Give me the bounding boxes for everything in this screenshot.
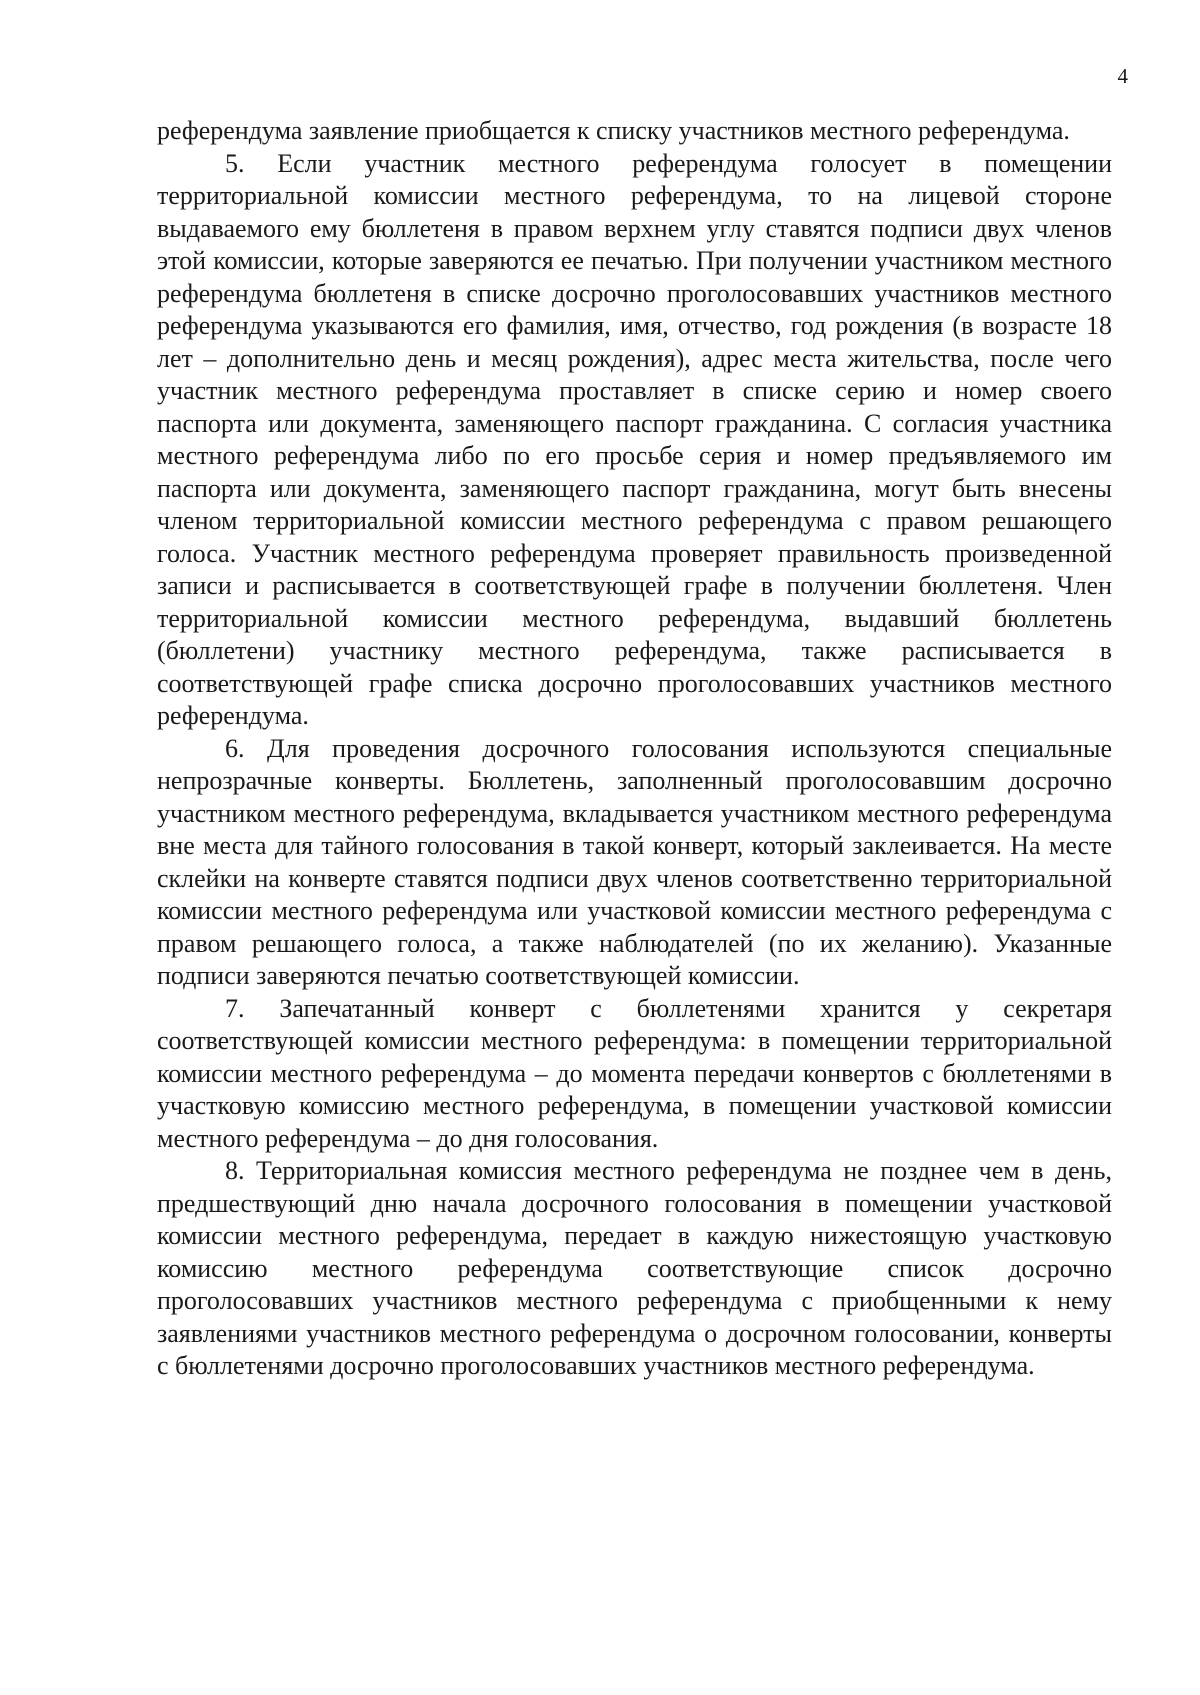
- paragraph-item-5: 5. Если участник местного референдума голосует в помещении территориальной комиссии местного референдума, то на лицевой стороне выдаваемого ему бюллетеня в правом верхнем углу ставятся подписи двух членов этой комиссии, которые заверяются ее печатью. При получении участником местного референдума бюллетеня в списке досрочно проголосовавших участников местного референдума указываются его фамилия, имя, отчество, год рождения (в возрасте 18 лет – дополнительно день и месяц рождения), адрес места жительства, после чего участник местного референдума проставляет в списке серию и номер своего паспорта или документа, заменяющего паспорт гражданина. С согласия участника местного референдума либо по его просьбе серия и номер предъявляемого им паспорта или документа, заменяющего паспорт гражданина, могут быть внесены членом территориальной комиссии местного референдума с правом решающего голоса. Участник местного референдума проверяет правильность произведенной записи и расписывается в соответствующей графе в получении бюллетеня. Член территориальной комиссии местного референдума, выдавший бюллетень (бюллетени) участнику местного референдума, также расписывается в соответствующей графе списка досрочно проголосовавших участников местного референдума.: [157, 148, 1112, 730]
- document-body: [157, 115, 1112, 1383]
- paragraph-continuation: референдума заявление приобщается к списку участников местного референдума.: [157, 116, 1070, 145]
- page-number: 4: [1117, 64, 1128, 88]
- paragraph-item-6: 6. Для проведения досрочного голосования используются специальные непрозрачные конверты. Бюллетень, заполненный проголосовавшим досрочно участником местного референдума, вкладывается участником местного референдума вне места для тайного голосования в такой конверт, который заклеивается. На месте склейки на конверте ставятся подписи двух членов соответственно территориальной комиссии местного референдума или участковой комиссии местного референдума с правом решающего голоса, а также наблюдателей (по их желанию). Указанные подписи заверяются печатью соответствующей комиссии.: [157, 733, 1112, 990]
- paragraph-item-7: 7. Запечатанный конверт с бюллетенями хранится у секретаря соответствующей комиссии местного референдума: в помещении территориальной комиссии местного референдума – до момента передачи конвертов с бюллетенями в участковую комиссию местного референдума, в помещении участковой комиссии местного референдума – до дня голосования.: [157, 993, 1112, 1153]
- paragraph-item-8: 8. Территориальная комиссия местного референдума не позднее чем в день, предшествующий дню начала досрочного голосования в помещении участковой комиссии местного референдума, передает в каждую нижестоящую участковую комиссию местного референдума соответствующие список досрочно проголосовавших участников местного референдума с приобщенными к нему заявлениями участников местного референдума о досрочном голосовании, конверты с бюллетенями досрочно проголосовавших участников местного референдума.: [157, 1156, 1112, 1380]
